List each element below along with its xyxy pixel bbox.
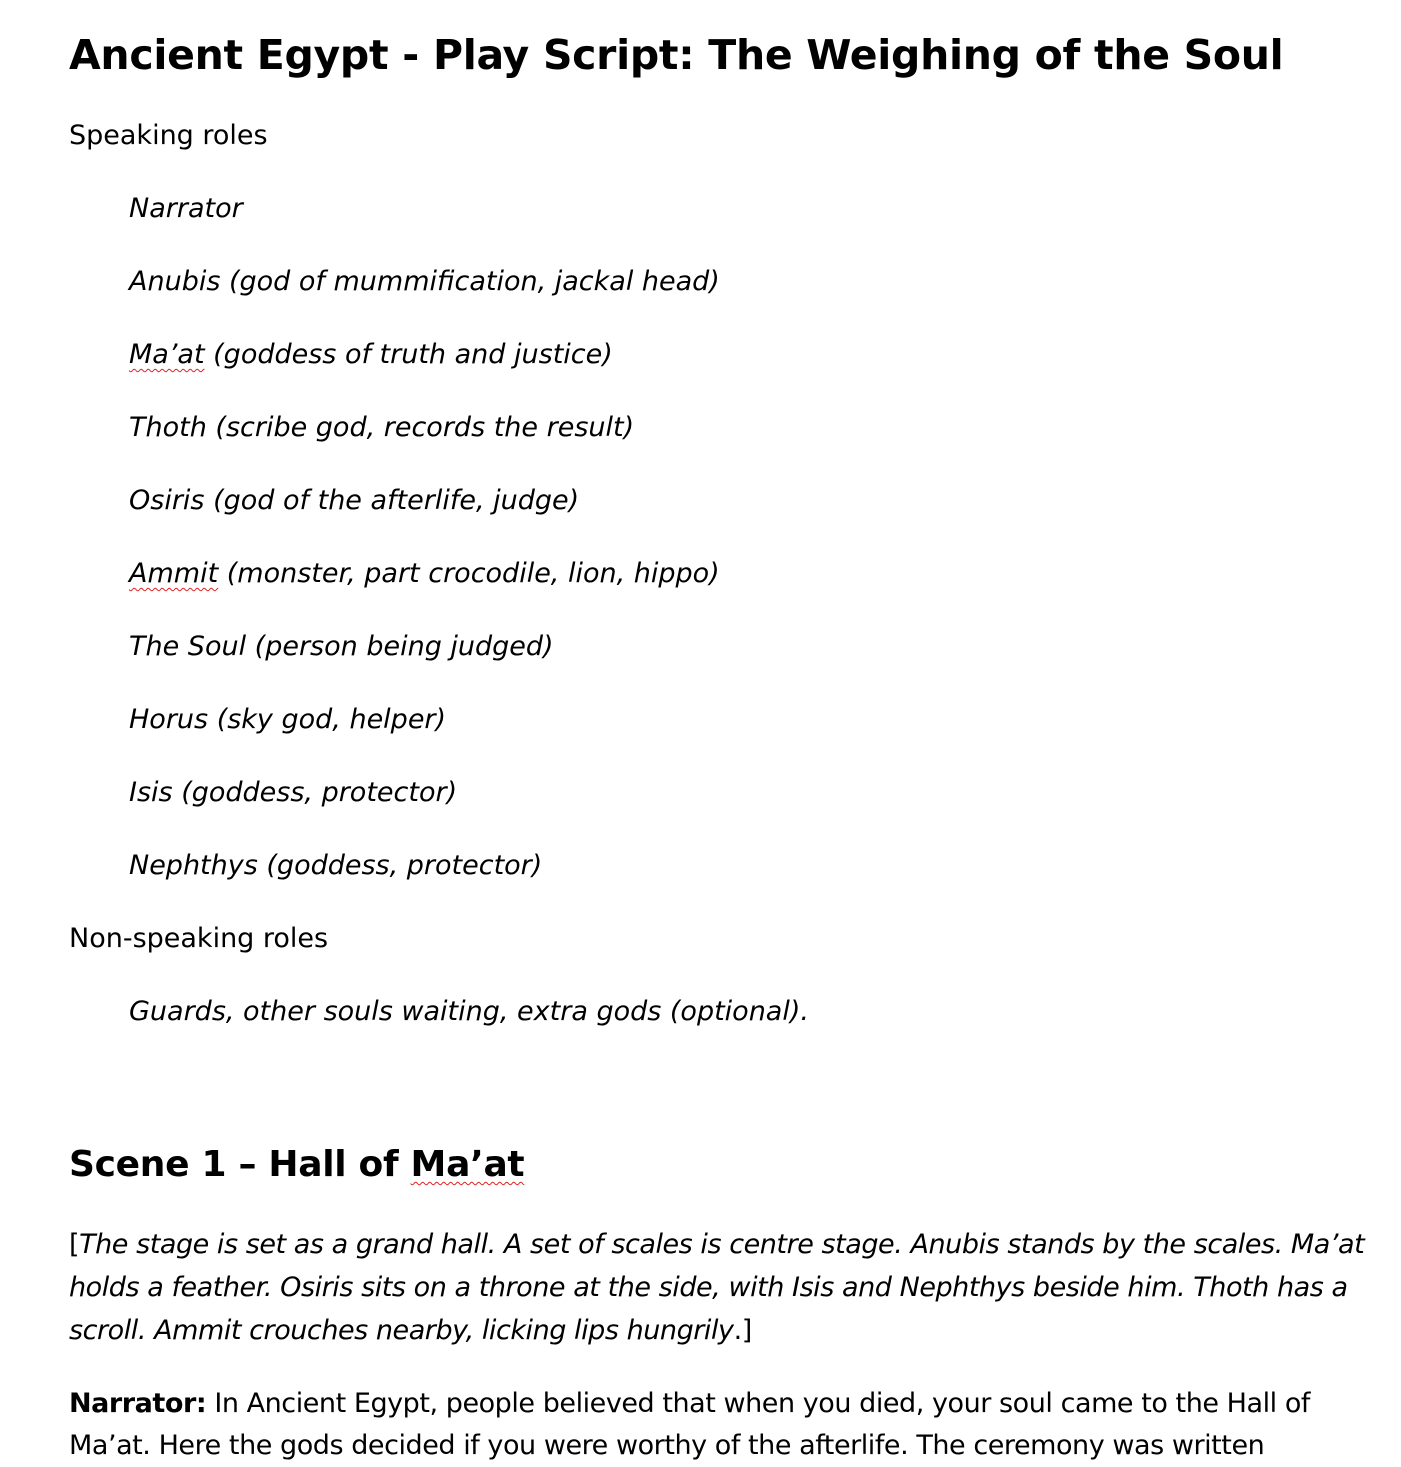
role-name: Thoth — [129, 412, 207, 443]
scene-heading-spellcheck-flagged[interactable]: Ma’at — [410, 1144, 525, 1185]
speaker-name: Narrator: — [69, 1388, 207, 1419]
role-description: (monster, part crocodile, lion, hippo) — [218, 558, 720, 589]
speaking-roles-label: Speaking roles — [69, 120, 268, 151]
scene-heading-text: Scene 1 – Hall of — [69, 1144, 411, 1185]
stage-bracket-open: [ — [69, 1229, 80, 1260]
role-description: (goddess of truth and justice) — [204, 339, 613, 370]
page-title: Ancient Egypt - Play Script: The Weighing of the Soul — [69, 31, 1284, 79]
role-the-soul — [129, 629, 554, 665]
role-name: Narrator — [129, 193, 243, 224]
role-description: (scribe god, records the result) — [206, 412, 635, 443]
role-description: (sky god, helper) — [208, 704, 447, 735]
role-name: Anubis — [129, 266, 221, 297]
role-name-spellcheck-flagged[interactable]: Ma’at — [129, 339, 205, 370]
role-narrator — [129, 191, 243, 227]
role-isis — [129, 775, 457, 811]
role-nephthys — [129, 848, 542, 884]
role-name: The Soul — [129, 631, 247, 662]
non-speaking-roles-list: Guards, other souls waiting, extra gods (optional). — [129, 996, 809, 1027]
role-description: (goddess, protector) — [257, 850, 543, 881]
role-name: Nephthys — [129, 850, 258, 881]
role-osiris — [129, 483, 579, 519]
role-name-spellcheck-flagged[interactable]: Ammit — [129, 558, 219, 589]
role-description: (god of mummification, jackal head) — [220, 266, 720, 297]
role-horus — [129, 702, 446, 738]
role-anubis — [129, 264, 720, 300]
stage-direction-text: The stage is set as a grand hall. A set of scales is centre stage. Anubis stands by the scales. Ma’at holds a feather. Osiris sits on a throne at the side, with Isis and Nephthys beside him. Thoth has a scroll. Ammit crouches nearby, licking lips hungrily — [69, 1229, 1365, 1346]
role-name: Osiris — [129, 485, 205, 516]
stage-bracket-close: .] — [733, 1315, 752, 1346]
non-speaking-roles-label: Non-speaking roles — [69, 923, 329, 954]
dialogue-line — [69, 1383, 1389, 1467]
role-description: (god of the afterlife, judge) — [204, 485, 580, 516]
role-name: Isis — [129, 777, 173, 808]
role-description: (person being judged) — [246, 631, 554, 662]
scene-1-heading — [69, 1140, 524, 1190]
role-name: Horus — [129, 704, 209, 735]
role-description: (goddess, protector) — [172, 777, 458, 808]
dialogue-text: In Ancient Egypt, people believed that when you died, your soul came to the Hall of Ma’at. Here the gods decided if you were worthy of the afterlife. The ceremony was written — [69, 1388, 1310, 1461]
stage-direction — [69, 1223, 1374, 1352]
role-ammit — [129, 556, 720, 592]
role-maat — [129, 337, 613, 373]
role-thoth — [129, 410, 634, 446]
